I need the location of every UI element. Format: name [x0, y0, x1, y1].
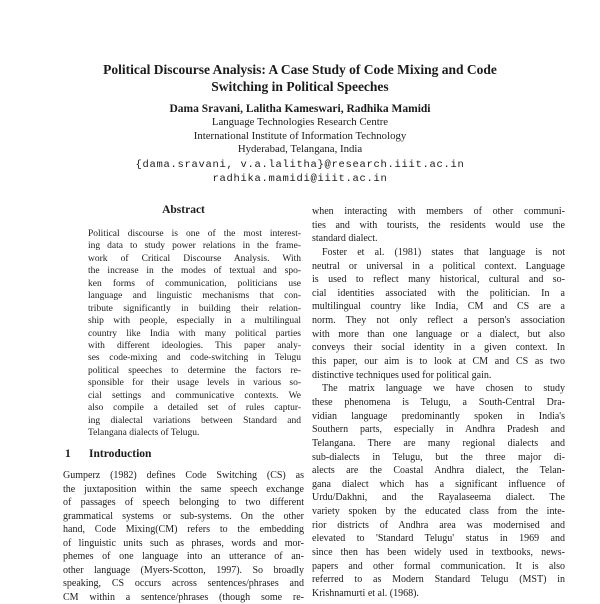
- text-line: Telangana. There are many regional dialects and: [312, 437, 565, 449]
- text-line: ing dialectal variations between Standard and: [88, 415, 301, 426]
- text-line: is used to reflect many historical, cultural and so-: [312, 274, 565, 286]
- affiliation-line: Language Technologies Research Centre: [211, 116, 389, 128]
- text-line: country like India with many political parties: [88, 328, 301, 339]
- text-line: of passages of speech belonging to two different: [63, 497, 304, 509]
- affiliation-line: Hyderabad, Telangana, India: [237, 143, 363, 155]
- text-line: sub-dialects in Telugu, but the three major di-: [312, 451, 565, 463]
- paper-front-matter: [0, 62, 600, 187]
- text-line: sponsible for their usage levels in various so-: [88, 378, 301, 389]
- text-line: Gumperz (1982) defines Code Switching (CS) as: [63, 470, 304, 482]
- text-line: these phenomena is Telugu, a South-Central Dra-: [312, 396, 565, 408]
- email-block: [0, 158, 600, 187]
- text-line: tribute significantly in building their relation-: [88, 303, 301, 314]
- text-line: the increase in the modes of textual and spo-: [88, 266, 301, 277]
- text-line: elevated to 'Standard Telugu' status in 1969 and: [312, 533, 565, 545]
- text-line: vidian language predominantly spoken in India's: [312, 410, 565, 422]
- text-line: Political discourse is one of the most interest-: [88, 229, 301, 239]
- introduction-body: [63, 469, 304, 604]
- abstract-heading: Abstract: [162, 204, 205, 216]
- text-line: when interacting with members of other communi-: [312, 206, 565, 217]
- text-line: with different ideologies. This paper analy-: [88, 340, 301, 351]
- text-line: referred to as Modern Standard Telugu (MST) in: [312, 574, 565, 586]
- text-line: since then has been widely used in textbooks, news-: [312, 547, 565, 559]
- title-line: Switching in Political Speeches: [211, 78, 389, 94]
- text-line: ship with people, especially in a multilingual: [88, 316, 301, 327]
- text-line: speaking, CS occurs across sentences/phrases and: [63, 578, 304, 590]
- text-line: ties and with tourists, the residents would use the: [312, 219, 565, 231]
- text-line: the juxtaposition within the same speech exchange: [63, 483, 304, 495]
- text-line: cial settings and communicative contexts. We: [88, 390, 301, 401]
- text-line: ses code-mixing and code-switching in Telugu: [88, 353, 301, 364]
- text-line: Telangana dialects of Telugu.: [88, 428, 200, 438]
- text-line: rior districts of Andhra area was modernised and: [312, 519, 565, 531]
- text-line: phemes of one language into an utterance of an-: [63, 551, 304, 563]
- section-number: 1: [65, 448, 71, 461]
- text-line: with more than one language or a dialect, but also: [312, 328, 565, 340]
- affiliation-line: International Institute of Information Technology: [193, 129, 407, 142]
- paper-title: [0, 62, 600, 95]
- text-line: other language (Myers-Scotton, 1997). So broadly: [63, 564, 304, 576]
- text-line: norm. They not only reflect a person's association: [312, 315, 565, 327]
- text-line: papers and other formal communication. It is also: [312, 560, 565, 572]
- text-line: cial identities associated with the politician. In a: [312, 287, 565, 299]
- abstract-body: [63, 228, 304, 439]
- text-line: political speeches to determine the factors re-: [88, 365, 301, 376]
- text-line: Southern parts, especially in Andhra Pradesh and: [312, 424, 565, 436]
- text-line: also compile a detailed set of rules captur-: [88, 403, 301, 414]
- text-line: CM within a sentence/phrases (though some re-: [63, 591, 304, 603]
- text-line: this paper, our aim is to look at CM and CS as two: [312, 356, 565, 368]
- text-line: multilingual country like India, CM and CS are a: [312, 301, 565, 313]
- text-line: language and linguistic mechanisms that con-: [88, 291, 301, 302]
- text-line: conveys their social identity in a given context. In: [312, 342, 565, 354]
- text-line: ken forms of communication, politicians use: [88, 278, 301, 289]
- text-line: hand, Code Mixing(CM) refers to the embedding: [63, 524, 304, 536]
- title-line: Political Discourse Analysis: A Case Study of Code Mixing and Code: [103, 62, 497, 77]
- text-line: variety spoken by the educated class from the inte-: [312, 506, 565, 518]
- text-line: gana dialect which has a significant influence of: [312, 478, 565, 490]
- authors-line: Dama Sravani, Lalitha Kameswari, Radhika Mamidi: [169, 103, 431, 115]
- text-line: distinctive techniques used for political gain.: [312, 369, 492, 381]
- right-column: [312, 203, 565, 601]
- affiliation-block: [0, 116, 600, 157]
- left-column: [63, 203, 304, 604]
- text-line: Foster et al. (1981) states that language is not: [322, 246, 565, 258]
- text-line: of linguistic units such as phrases, words and mor-: [63, 537, 304, 549]
- email-line: {dama.sravani, v.a.lalitha}@research.iiit.ac.in: [135, 158, 465, 171]
- text-line: grammatical systems or sub-systems. On the other: [63, 510, 304, 522]
- text-line: neutral or universal in a political context. Language: [312, 260, 565, 272]
- text-line: alects are the Coastal Andhra dialect, the Telan-: [312, 465, 565, 477]
- text-line: work of Critical Discourse Analysis. With: [88, 253, 301, 264]
- text-line: ing data to study power relations in the frame-: [88, 241, 301, 252]
- text-line: Urdu/Dakhni, and the Rayalaseema dialect. The: [312, 492, 565, 504]
- two-column-body: [63, 203, 565, 604]
- text-line: standard dialect.: [312, 233, 378, 245]
- email-line: radhika.mamidi@iiit.ac.in: [212, 173, 388, 186]
- text-line: The matrix language we have chosen to study: [322, 383, 565, 395]
- section-heading-introduction: [63, 447, 304, 461]
- text-line: Krishnamurti et al. (1968).: [312, 587, 419, 599]
- section-title: Introduction: [89, 448, 152, 461]
